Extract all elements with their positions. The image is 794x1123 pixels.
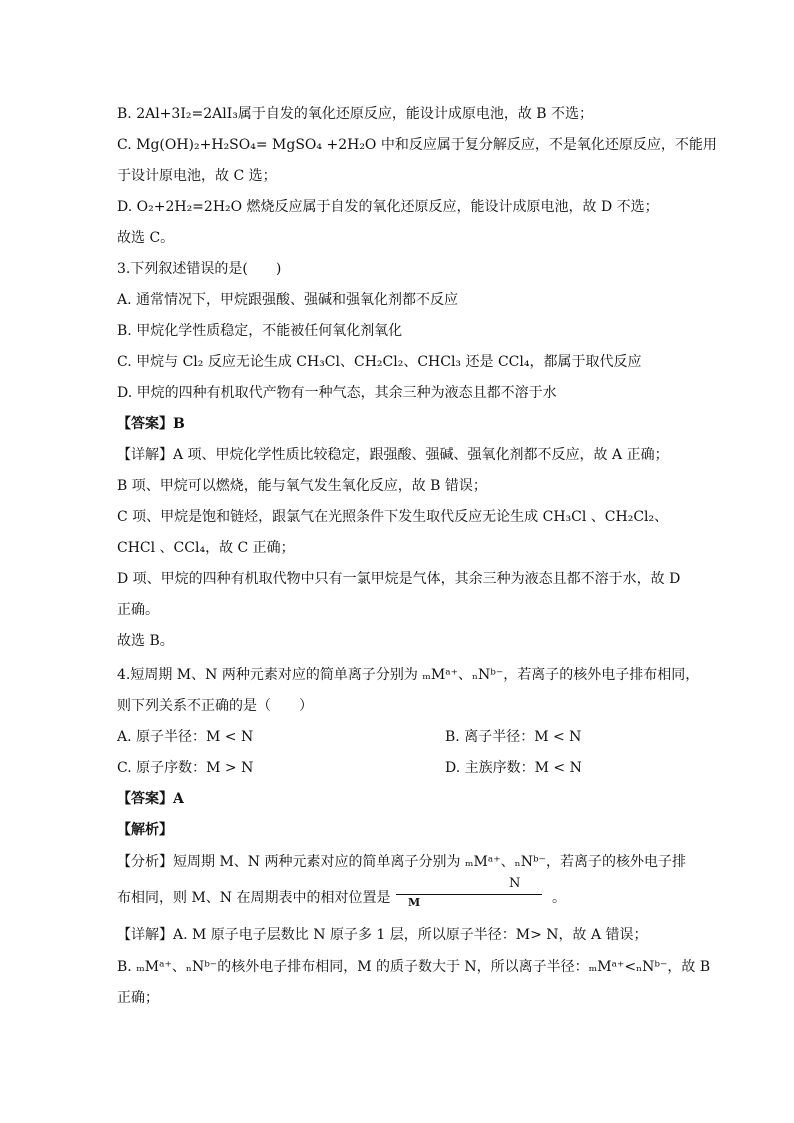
question-3-detail: C 项、甲烷是饱和链烃，跟氯气在光照条件下发生取代反应无论生成 CH₃Cl 、CH₂Cl₂、 [117,509,669,525]
question-3-option-b: B. 甲烷化学性质稳定，不能被任何氧化剂氧化 [117,323,403,339]
question-4-option-b: B. 离子半径：M < N [445,729,582,745]
question-3-stem: 3.下列叙述错误的是( ) [117,261,282,277]
question-3-detail: D 项、甲烷的四种有机取代物中只有一氯甲烷是气体，其余三种为液态且都不溶于水，故 D [117,571,681,587]
text-line: 故选 C。 [117,230,175,246]
diagram-label-m: M [408,896,421,909]
question-3-answer: 【答案】B [117,416,185,432]
question-4-fenxi: 布相同，则 M、N 在周期表中的相对位置是 [117,890,391,906]
question-4-answer: 【答案】A [117,791,184,807]
diagram-label-n: N [509,876,521,891]
text-line: C. Mg(OH)₂+H₂SO₄= MgSO₄ +2H₂O 中和反应属于复分解反应，不是氧化还原反应，不能用 [117,137,717,153]
question-4-option-d: D. 主族序数：M < N [445,760,582,776]
question-3-conclusion: 故选 B。 [117,633,174,649]
question-3-detail: CHCl 、CCl₄，故 C 正确； [117,540,295,556]
question-3-option-a: A. 通常情况下，甲烷跟强酸、强碱和强氧化剂都不反应 [117,292,459,308]
question-3-detail: 【详解】A 项、甲烷化学性质比较稳定，跟强酸、强碱、强氧化剂都不反应，故 A 正确； [117,447,669,463]
question-4-stem: 则下列关系不正确的是（ ） [117,698,313,714]
text-line: B. 2Al+3I₂=2AlI₃属于自发的氧化还原反应，能设计成原电池，故 B 不选； [117,106,594,122]
question-3-option-c: C. 甲烷与 Cl₂ 反应无论生成 CH₃Cl、CH₂Cl₂、CHCl₃ 还是 CCl₄，都属于取代反应 [117,354,642,370]
question-4-detail: B. ₘMᵃ⁺、ₙNᵇ⁻的核外电子排布相同，M 的质子数大于 N，所以离子半径：ₘMᵃ⁺<ₙNᵇ⁻，故 B [117,959,711,975]
question-4-detail: 正确； [117,990,159,1006]
text-line: 于设计原电池，故 C 选； [117,168,277,184]
question-4-fenxi: 【分析】短周期 M、N 两种元素对应的简单离子分别为 ₘMᵃ⁺、ₙNᵇ⁻，若离子的核外电子排 [117,854,686,870]
question-4-stem: 4.短周期 M、N 两种元素对应的简单离子分别为 ₘMᵃ⁺、ₙNᵇ⁻，若离子的核外电子排布相同， [117,667,700,683]
question-4-option-a: A. 原子半径：M < N [117,729,254,745]
question-4-detail: 【详解】A. M 原子电子层数比 N 原子多 1 层，所以原子半径：M> N，故 A 错误； [117,927,648,943]
question-4-fenxi-end: 。 [552,890,566,906]
text-line: D. O₂+2H₂=2H₂O 燃烧反应属于自发的氧化还原反应，能设计成原电池，故 D 不选； [117,199,659,215]
diagram-divider [396,894,542,895]
question-4-analysis-heading: 【解析】 [117,822,173,838]
question-3-detail: 正确。 [117,602,159,618]
periodic-position-diagram [396,876,542,910]
question-3-detail: B 项、甲烷可以燃烧，能与氧气发生氧化反应，故 B 错误； [117,478,487,494]
question-4-option-c: C. 原子序数：M > N [117,760,254,776]
question-3-option-d: D. 甲烷的四种有机取代产物有一种气态，其余三种为液态且都不溶于水 [117,385,557,401]
